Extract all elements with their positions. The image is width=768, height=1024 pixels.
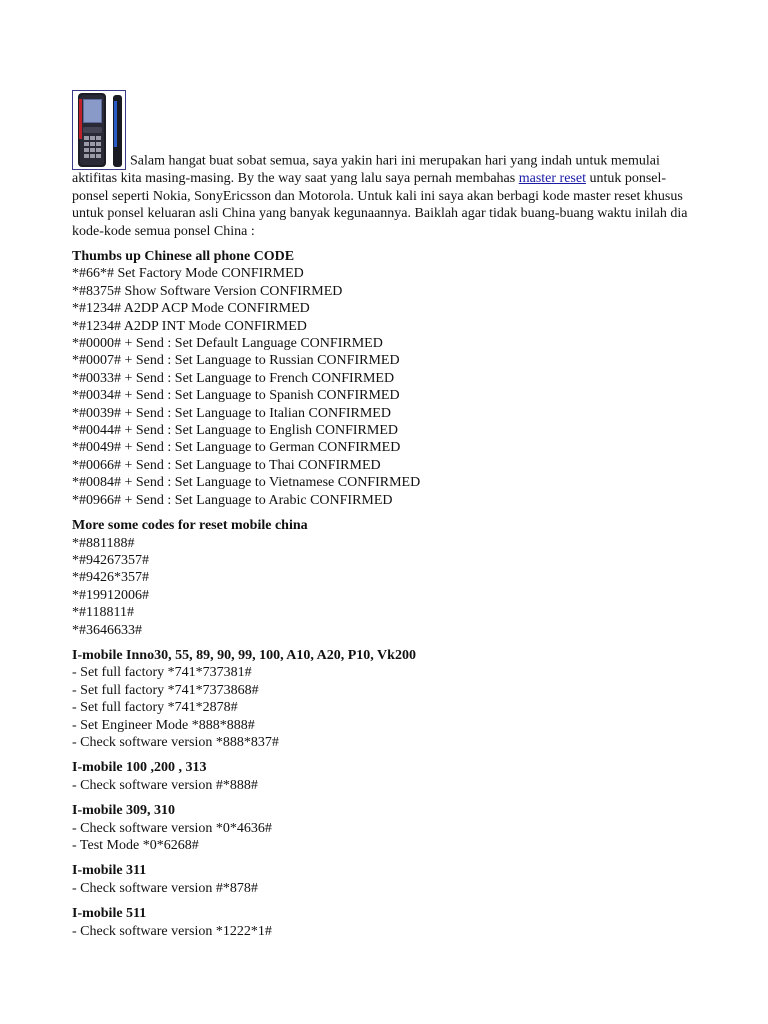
code-line: *#1234# A2DP ACP Mode CONFIRMED <box>72 301 310 317</box>
code-line: - Check software version *888*837# <box>72 734 279 750</box>
code-section <box>72 647 696 751</box>
section-title: I-mobile 511 <box>72 906 147 922</box>
article-body <box>72 90 696 940</box>
code-section <box>72 905 696 940</box>
code-line: *#66*# Set Factory Mode CONFIRMED <box>72 266 304 282</box>
code-section <box>72 862 696 897</box>
code-line: *#0039# + Send : Set Language to Italian CONFIRMED <box>72 405 391 421</box>
code-line: *#1234# A2DP INT Mode CONFIRMED <box>72 318 307 334</box>
code-line: - Test Mode *0*6268# <box>72 838 199 853</box>
section-title: I-mobile 100 ,200 , 313 <box>72 760 207 776</box>
section-title: More some codes for reset mobile china <box>72 518 308 534</box>
code-section <box>72 802 696 854</box>
code-line: - Set full factory *741*7373868# <box>72 682 259 698</box>
code-line: *#3646633# <box>72 622 142 638</box>
code-sections <box>72 248 696 940</box>
code-line: *#0007# + Send : Set Language to Russian CONFIRMED <box>72 353 400 369</box>
code-line: *#94267357# <box>72 552 149 568</box>
code-line: *#0034# + Send : Set Language to Spanish CONFIRMED <box>72 388 400 404</box>
code-section <box>72 759 696 794</box>
code-line: *#0033# + Send : Set Language to French CONFIRMED <box>72 370 395 386</box>
section-title: Thumbs up Chinese all phone CODE <box>72 249 295 264</box>
code-line: *#0084# + Send : Set Language to Vietnamese CONFIRMED <box>72 475 421 491</box>
code-line: - Set full factory *741*2878# <box>72 700 238 716</box>
code-section <box>72 248 696 509</box>
code-line: *#881188# <box>72 535 135 551</box>
code-line: *#0049# + Send : Set Language to German CONFIRMED <box>72 440 401 456</box>
intro-text: Salam hangat buat sobat semua, saya yakin hari ini merupakan hari yang indah untuk memulai aktifitas kita masing-masing. By the way saat yang lalu saya pernah membahas <box>72 153 660 186</box>
section-title: I-mobile 309, 310 <box>72 803 176 819</box>
code-line: - Set Engineer Mode *888*888# <box>72 717 255 733</box>
code-line: *#118811# <box>72 605 134 621</box>
code-line: - Check software version #*888# <box>72 777 258 793</box>
code-line: *#0966# + Send : Set Language to Arabic CONFIRMED <box>72 492 393 508</box>
code-section <box>72 517 696 639</box>
section-title: I-mobile Inno30, 55, 89, 90, 99, 100, A10, A20, P10, Vk200 <box>72 647 416 663</box>
code-line: *#0000# + Send : Set Default Language CONFIRMED <box>72 336 383 352</box>
code-line: - Check software version *1222*1# <box>72 923 272 939</box>
phone-image <box>72 90 126 170</box>
code-line: - Set full factory *741*737381# <box>72 665 252 681</box>
code-line: - Check software version *0*4636# <box>72 820 272 836</box>
code-line: - Check software version #*878# <box>72 880 258 896</box>
code-line: *#19912006# <box>72 587 149 603</box>
code-line: *#9426*357# <box>72 570 149 586</box>
master-reset-link[interactable]: master reset <box>518 171 586 186</box>
intro-text-continued: untuk ponsel-ponsel seperti Nokia, SonyEricsson dan Motorola. Untuk kali ini saya akan berbagi kode master reset khusus untuk ponsel keluaran asli China yang banyak kegunaannya. Baiklah agar tidak buang-buang waktu inilah dia kode-kode semua ponsel China : <box>72 171 688 239</box>
intro-paragraph <box>72 90 696 240</box>
code-line: *#0044# + Send : Set Language to English CONFIRMED <box>72 423 398 439</box>
code-line: *#8375# Show Software Version CONFIRMED <box>72 283 343 299</box>
section-title: I-mobile 311 <box>72 863 147 879</box>
code-line: *#0066# + Send : Set Language to Thai CONFIRMED <box>72 457 381 473</box>
